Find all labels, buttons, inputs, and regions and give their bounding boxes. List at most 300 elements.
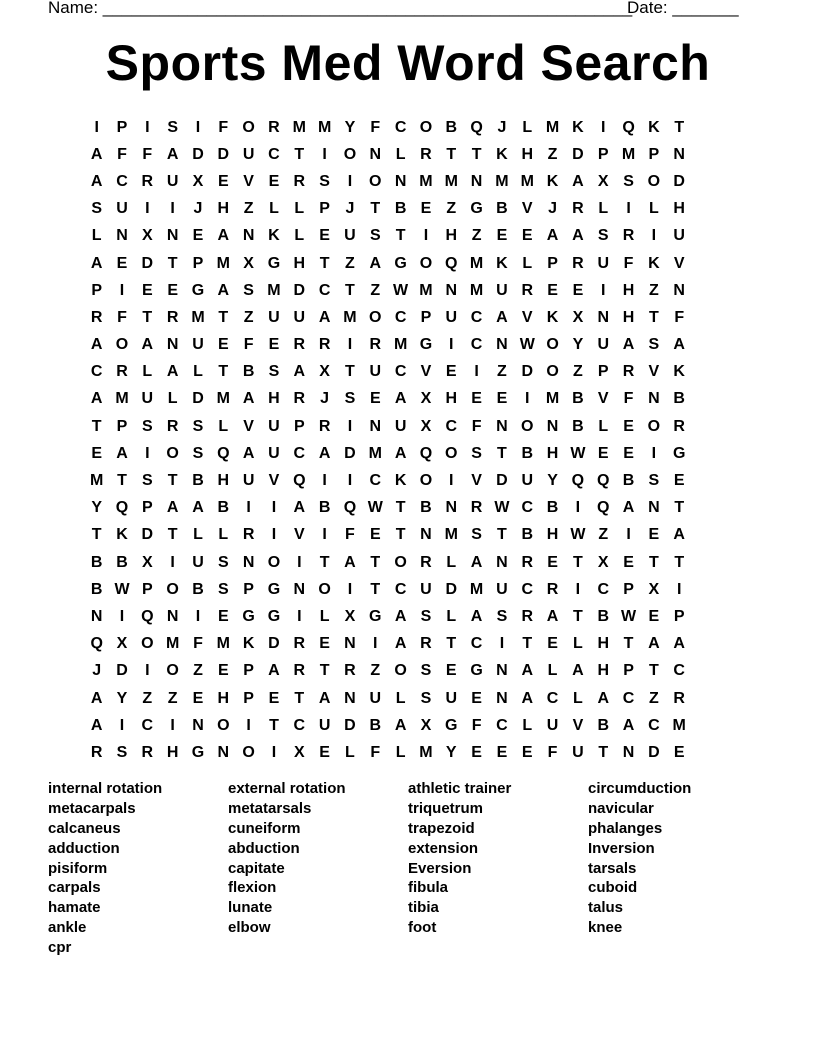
grid-letter: M — [469, 281, 484, 299]
grid-letter: L — [395, 743, 406, 761]
grid-letter: E — [369, 526, 381, 544]
grid-letter: N — [496, 336, 508, 354]
grid-letter: B — [572, 390, 584, 408]
grid-letter: Z — [446, 200, 457, 218]
word-list-item: adduction — [48, 839, 120, 857]
grid-letter: V — [648, 363, 660, 381]
grid-letter: T — [573, 607, 583, 625]
grid-letter: Z — [142, 689, 153, 707]
grid-letter: N — [597, 308, 609, 326]
grid-letter: Q — [217, 444, 230, 462]
grid-letter: N — [445, 281, 458, 299]
grid-letter: N — [496, 417, 508, 435]
grid-letter: H — [445, 227, 458, 245]
grid-letter: V — [268, 472, 280, 490]
grid-letter: M — [545, 390, 560, 408]
grid-letter: T — [370, 553, 381, 571]
grid-row — [84, 685, 732, 712]
grid-letter: A — [572, 662, 584, 680]
grid-letter: T — [623, 635, 634, 653]
grid-letter: L — [294, 227, 305, 245]
grid-letter: U — [673, 227, 685, 245]
grid-letter: R — [521, 553, 534, 571]
grid-letter: U — [521, 472, 534, 490]
header-line — [48, 0, 748, 18]
grid-letter: D — [648, 743, 660, 761]
grid-letter: T — [522, 635, 533, 653]
grid-letter: P — [597, 363, 609, 381]
grid-letter: A — [90, 390, 103, 408]
grid-letter: R — [572, 254, 584, 272]
grid-letter: S — [344, 390, 356, 408]
grid-letter: N — [293, 580, 306, 598]
grid-letter: B — [116, 553, 128, 571]
grid-letter: K — [546, 308, 559, 326]
grid-letter: L — [522, 118, 533, 136]
grid-letter: T — [167, 472, 178, 490]
grid-letter: A — [116, 444, 128, 462]
grid-letter: L — [598, 417, 609, 435]
grid-letter: A — [394, 607, 407, 625]
grid-letter: U — [116, 200, 128, 218]
grid-letter: D — [293, 281, 306, 299]
grid-letter: O — [419, 254, 433, 272]
grid-letter: E — [547, 281, 558, 299]
grid-letter: X — [141, 227, 153, 245]
grid-letter: E — [319, 743, 330, 761]
grid-letter: L — [193, 363, 203, 381]
grid-letter: U — [496, 281, 508, 299]
grid-letter: O — [343, 145, 357, 163]
grid-letter: O — [521, 417, 534, 435]
grid-letter: E — [217, 607, 229, 625]
grid-letter: J — [92, 662, 102, 680]
grid-letter: I — [651, 444, 657, 462]
grid-letter: A — [166, 145, 179, 163]
grid-letter: L — [395, 145, 406, 163]
grid-letter: E — [521, 743, 533, 761]
grid-letter: D — [572, 145, 584, 163]
grid-letter: C — [673, 662, 685, 680]
grid-letter: U — [268, 308, 280, 326]
grid-letter: T — [117, 472, 127, 490]
grid-letter: M — [495, 172, 509, 190]
grid-letter: X — [420, 417, 432, 435]
word-list-item: extension — [408, 839, 479, 857]
grid-letter: H — [521, 145, 534, 163]
grid-letter: R — [166, 308, 179, 326]
grid-letter: B — [90, 580, 103, 598]
grid-letter: S — [141, 472, 153, 490]
grid-letter: S — [648, 336, 660, 354]
grid-letter: T — [648, 662, 659, 680]
grid-letter: M — [90, 472, 104, 490]
grid-letter: I — [347, 580, 353, 598]
grid-letter: F — [243, 336, 254, 354]
grid-letter: I — [525, 390, 530, 408]
grid-letter: O — [546, 336, 559, 354]
grid-letter: A — [521, 662, 534, 680]
grid-letter: T — [674, 499, 685, 517]
grid-letter: K — [572, 118, 584, 136]
grid-letter: N — [546, 417, 559, 435]
grid-letter: Q — [293, 472, 306, 490]
grid-letter: K — [496, 145, 508, 163]
grid-letter: Z — [497, 363, 507, 381]
grid-letter: I — [626, 526, 631, 544]
grid-letter: B — [394, 200, 407, 218]
grid-letter: Z — [648, 689, 659, 707]
grid-letter: M — [216, 254, 230, 272]
grid-letter: I — [322, 472, 327, 490]
grid-letter: I — [145, 200, 150, 218]
grid-letter: O — [217, 716, 230, 734]
word-list-item: hamate — [48, 899, 101, 917]
grid-letter: C — [116, 172, 128, 190]
grid-letter: P — [141, 580, 153, 598]
grid-letter: U — [546, 716, 559, 734]
grid-letter: I — [170, 200, 175, 218]
grid-letter: N — [496, 553, 508, 571]
word-list-item: capitate — [228, 859, 285, 877]
grid-letter: T — [497, 526, 507, 544]
grid-row — [84, 658, 732, 685]
grid-letter: E — [91, 444, 102, 462]
grid-letter: M — [444, 172, 458, 190]
grid-letter: I — [195, 607, 201, 625]
word-list-item: internal rotation — [48, 780, 163, 797]
grid-letter: V — [243, 172, 254, 190]
grid-letter: W — [519, 336, 535, 354]
grid-letter: T — [167, 526, 178, 544]
grid-letter: N — [470, 172, 483, 190]
grid-letter: D — [192, 390, 204, 408]
grid-letter: B — [673, 390, 685, 408]
word-list-item: foot — [408, 919, 437, 937]
word-list-item: pisiform — [48, 859, 108, 877]
word-list-item: ankle — [48, 919, 87, 937]
grid-letter: A — [242, 390, 255, 408]
grid-letter: R — [470, 499, 483, 517]
grid-letter: Z — [370, 662, 381, 680]
word-list-item: tibia — [408, 899, 439, 917]
grid-letter: E — [167, 281, 178, 299]
grid-letter: F — [623, 254, 634, 272]
grid-letter: I — [297, 553, 302, 571]
grid-letter: W — [621, 607, 637, 625]
grid-letter: Y — [445, 743, 457, 761]
grid-row — [84, 739, 732, 766]
grid-letter: I — [195, 118, 201, 136]
grid-letter: C — [546, 689, 559, 707]
grid-letter: A — [192, 499, 204, 517]
grid-letter: B — [369, 716, 382, 734]
grid-letter: S — [192, 444, 204, 462]
grid-letter: A — [470, 553, 483, 571]
grid-letter: L — [294, 200, 305, 218]
grid-letter: R — [293, 390, 306, 408]
grid-letter: A — [90, 172, 103, 190]
grid-letter: M — [216, 390, 230, 408]
grid-letter: C — [470, 336, 483, 354]
grid-row — [84, 440, 732, 467]
word-list-item: knee — [588, 919, 623, 937]
grid-letter: R — [141, 172, 154, 190]
grid-letter: B — [546, 499, 559, 517]
grid-letter: X — [572, 308, 584, 326]
grid-letter: N — [166, 336, 179, 354]
grid-letter: T — [471, 145, 482, 163]
grid-letter: A — [394, 444, 407, 462]
grid-letter: K — [648, 118, 660, 136]
grid-letter: N — [369, 417, 382, 435]
grid-letter: Y — [547, 472, 558, 490]
grid-letter: P — [623, 662, 634, 680]
grid-letter: T — [674, 118, 685, 136]
grid-row — [84, 413, 732, 440]
word-list-item: flexion — [228, 879, 277, 897]
grid-letter: A — [673, 336, 685, 354]
grid-letter: R — [521, 281, 534, 299]
grid-letter: Z — [243, 308, 254, 326]
grid-letter: B — [217, 499, 230, 517]
grid-letter: N — [622, 743, 635, 761]
grid-letter: E — [471, 390, 482, 408]
grid-letter: R — [344, 662, 356, 680]
grid-letter: E — [445, 363, 457, 381]
grid-letter: D — [116, 662, 128, 680]
grid-letter: S — [268, 363, 280, 381]
grid-letter: R — [521, 607, 534, 625]
grid-letter: F — [547, 743, 558, 761]
grid-letter: E — [673, 472, 685, 490]
grid-letter: X — [597, 172, 609, 190]
grid-row — [84, 386, 732, 413]
grid-letter: Q — [115, 499, 129, 517]
grid-letter: H — [546, 526, 559, 544]
grid-letter: S — [217, 580, 229, 598]
grid-letter: E — [623, 417, 634, 435]
grid-letter: E — [673, 743, 685, 761]
grid-letter: C — [293, 444, 306, 462]
grid-letter: Z — [193, 662, 203, 680]
grid-letter: R — [90, 743, 103, 761]
grid-letter: B — [597, 716, 609, 734]
grid-letter: C — [470, 308, 483, 326]
grid-letter: G — [267, 580, 281, 598]
grid-letter: I — [246, 499, 251, 517]
grid-letter: Y — [572, 336, 584, 354]
grid-letter: T — [142, 308, 153, 326]
grid-letter: U — [166, 172, 179, 190]
grid-letter: U — [242, 145, 255, 163]
grid-letter: F — [471, 716, 482, 734]
grid-letter: J — [193, 200, 203, 218]
grid-letter: S — [369, 227, 381, 245]
grid-letter: E — [420, 200, 432, 218]
grid-letter: P — [623, 580, 634, 598]
grid-letter: C — [394, 580, 407, 598]
grid-letter: Q — [90, 635, 103, 653]
grid-letter: F — [370, 118, 381, 136]
grid-letter: E — [547, 553, 558, 571]
grid-letter: X — [293, 743, 305, 761]
grid-letter: N — [344, 635, 356, 653]
grid-letter: D — [344, 444, 356, 462]
grid-letter: B — [420, 499, 432, 517]
grid-letter: W — [570, 444, 586, 462]
grid-letter: I — [601, 118, 606, 136]
grid-letter: E — [192, 227, 204, 245]
grid-letter: L — [91, 227, 102, 245]
grid-letter: P — [141, 499, 153, 517]
word-list-item: cuboid — [588, 879, 638, 897]
grid-letter: U — [344, 227, 356, 245]
word-list-item: circumduction — [588, 780, 692, 797]
grid-letter: U — [445, 689, 458, 707]
grid-letter: A — [622, 499, 635, 517]
grid-letter: W — [570, 526, 586, 544]
grid-letter: O — [394, 662, 407, 680]
grid-letter: S — [420, 689, 432, 707]
grid-letter: D — [268, 635, 280, 653]
grid-letter: O — [166, 444, 179, 462]
grid-letter: G — [672, 444, 686, 462]
grid-letter: U — [597, 254, 609, 272]
grid-letter: U — [268, 444, 280, 462]
grid-letter: E — [217, 662, 229, 680]
grid-letter: R — [116, 363, 128, 381]
word-list-item: tarsals — [588, 859, 637, 877]
grid-letter: E — [319, 635, 330, 653]
grid-letter: P — [648, 145, 660, 163]
grid-letter: A — [622, 336, 635, 354]
grid-letter: O — [115, 336, 129, 354]
grid-letter: O — [369, 308, 382, 326]
grid-letter: M — [469, 254, 484, 272]
grid-letter: A — [673, 635, 685, 653]
grid-letter: N — [394, 172, 407, 190]
grid-letter: L — [218, 526, 229, 544]
grid-letter: V — [521, 200, 533, 218]
grid-letter: I — [145, 444, 150, 462]
grid-letter: H — [217, 689, 230, 707]
grid-letter: X — [192, 172, 204, 190]
grid-letter: H — [622, 281, 635, 299]
grid-letter: P — [597, 145, 609, 163]
grid-letter: M — [419, 743, 433, 761]
grid-letter: Q — [597, 472, 610, 490]
grid-letter: N — [116, 227, 128, 245]
grid-letter: R — [420, 553, 432, 571]
grid-letter: R — [546, 580, 559, 598]
grid-letter: S — [623, 172, 634, 190]
grid-letter: O — [267, 553, 281, 571]
grid-letter: Q — [141, 607, 154, 625]
grid-letter: T — [370, 200, 381, 218]
grid-letter: M — [520, 172, 534, 190]
grid-letter: G — [267, 254, 281, 272]
grid-letter: D — [496, 472, 508, 490]
grid-letter: T — [345, 363, 355, 381]
grid-letter: M — [115, 390, 129, 408]
grid-letter: C — [268, 145, 280, 163]
grid-letter: T — [91, 526, 102, 544]
grid-letter: A — [242, 444, 255, 462]
grid-letter: A — [673, 526, 685, 544]
grid-letter: B — [445, 118, 458, 136]
grid-letter: T — [319, 254, 330, 272]
grid-letter: L — [446, 607, 457, 625]
grid-row — [84, 576, 732, 603]
word-list-item: fibula — [408, 879, 448, 897]
grid-letter: T — [91, 417, 102, 435]
grid-letter: A — [394, 716, 407, 734]
grid-letter: T — [648, 308, 659, 326]
grid-letter: T — [294, 689, 305, 707]
grid-letter: Z — [547, 145, 558, 163]
grid-letter: E — [496, 743, 508, 761]
grid-letter: B — [318, 499, 331, 517]
grid-letter: A — [622, 716, 635, 734]
grid-row — [84, 549, 732, 576]
grid-letter: U — [242, 472, 255, 490]
grid-letter: O — [166, 662, 179, 680]
grid-letter: A — [318, 308, 331, 326]
grid-letter: B — [597, 607, 609, 625]
grid-letter: F — [471, 417, 482, 435]
grid-letter: N — [242, 553, 255, 571]
grid-letter: E — [116, 254, 128, 272]
grid-letter: G — [394, 254, 407, 272]
grid-letter: M — [267, 281, 281, 299]
word-list-item: cpr — [48, 939, 72, 957]
grid-letter: L — [167, 390, 178, 408]
grid-letter: A — [546, 227, 559, 245]
grid-letter: K — [648, 254, 660, 272]
grid-letter: I — [474, 363, 479, 381]
grid-letter: V — [572, 716, 584, 734]
grid-letter: Z — [598, 526, 609, 544]
grid-letter: Q — [445, 254, 458, 272]
word-list-item: lunate — [228, 899, 273, 917]
grid-letter: S — [420, 662, 432, 680]
grid-letter: H — [622, 308, 635, 326]
grid-letter: I — [246, 716, 251, 734]
grid-row — [84, 223, 732, 250]
grid-letter: D — [141, 254, 154, 272]
grid-letter: N — [166, 227, 179, 245]
grid-letter: L — [547, 662, 558, 680]
grid-letter: A — [470, 607, 483, 625]
grid-letter: Z — [573, 363, 583, 381]
grid-letter: U — [268, 417, 280, 435]
grid-letter: K — [268, 227, 280, 245]
grid-letter: Z — [243, 200, 254, 218]
grid-letter: C — [521, 580, 534, 598]
grid-letter: C — [597, 580, 609, 598]
grid-letter: K — [496, 254, 508, 272]
grid-letter: I — [347, 336, 353, 354]
grid-letter: A — [572, 227, 584, 245]
word-list-item: trapezoid — [408, 819, 475, 837]
grid-letter: L — [319, 607, 330, 625]
grid-letter: U — [597, 336, 609, 354]
grid-letter: A — [141, 336, 154, 354]
grid-letter: Z — [471, 227, 482, 245]
page-title: Sports Med Word Search — [105, 35, 711, 91]
grid-letter: T — [573, 553, 583, 571]
